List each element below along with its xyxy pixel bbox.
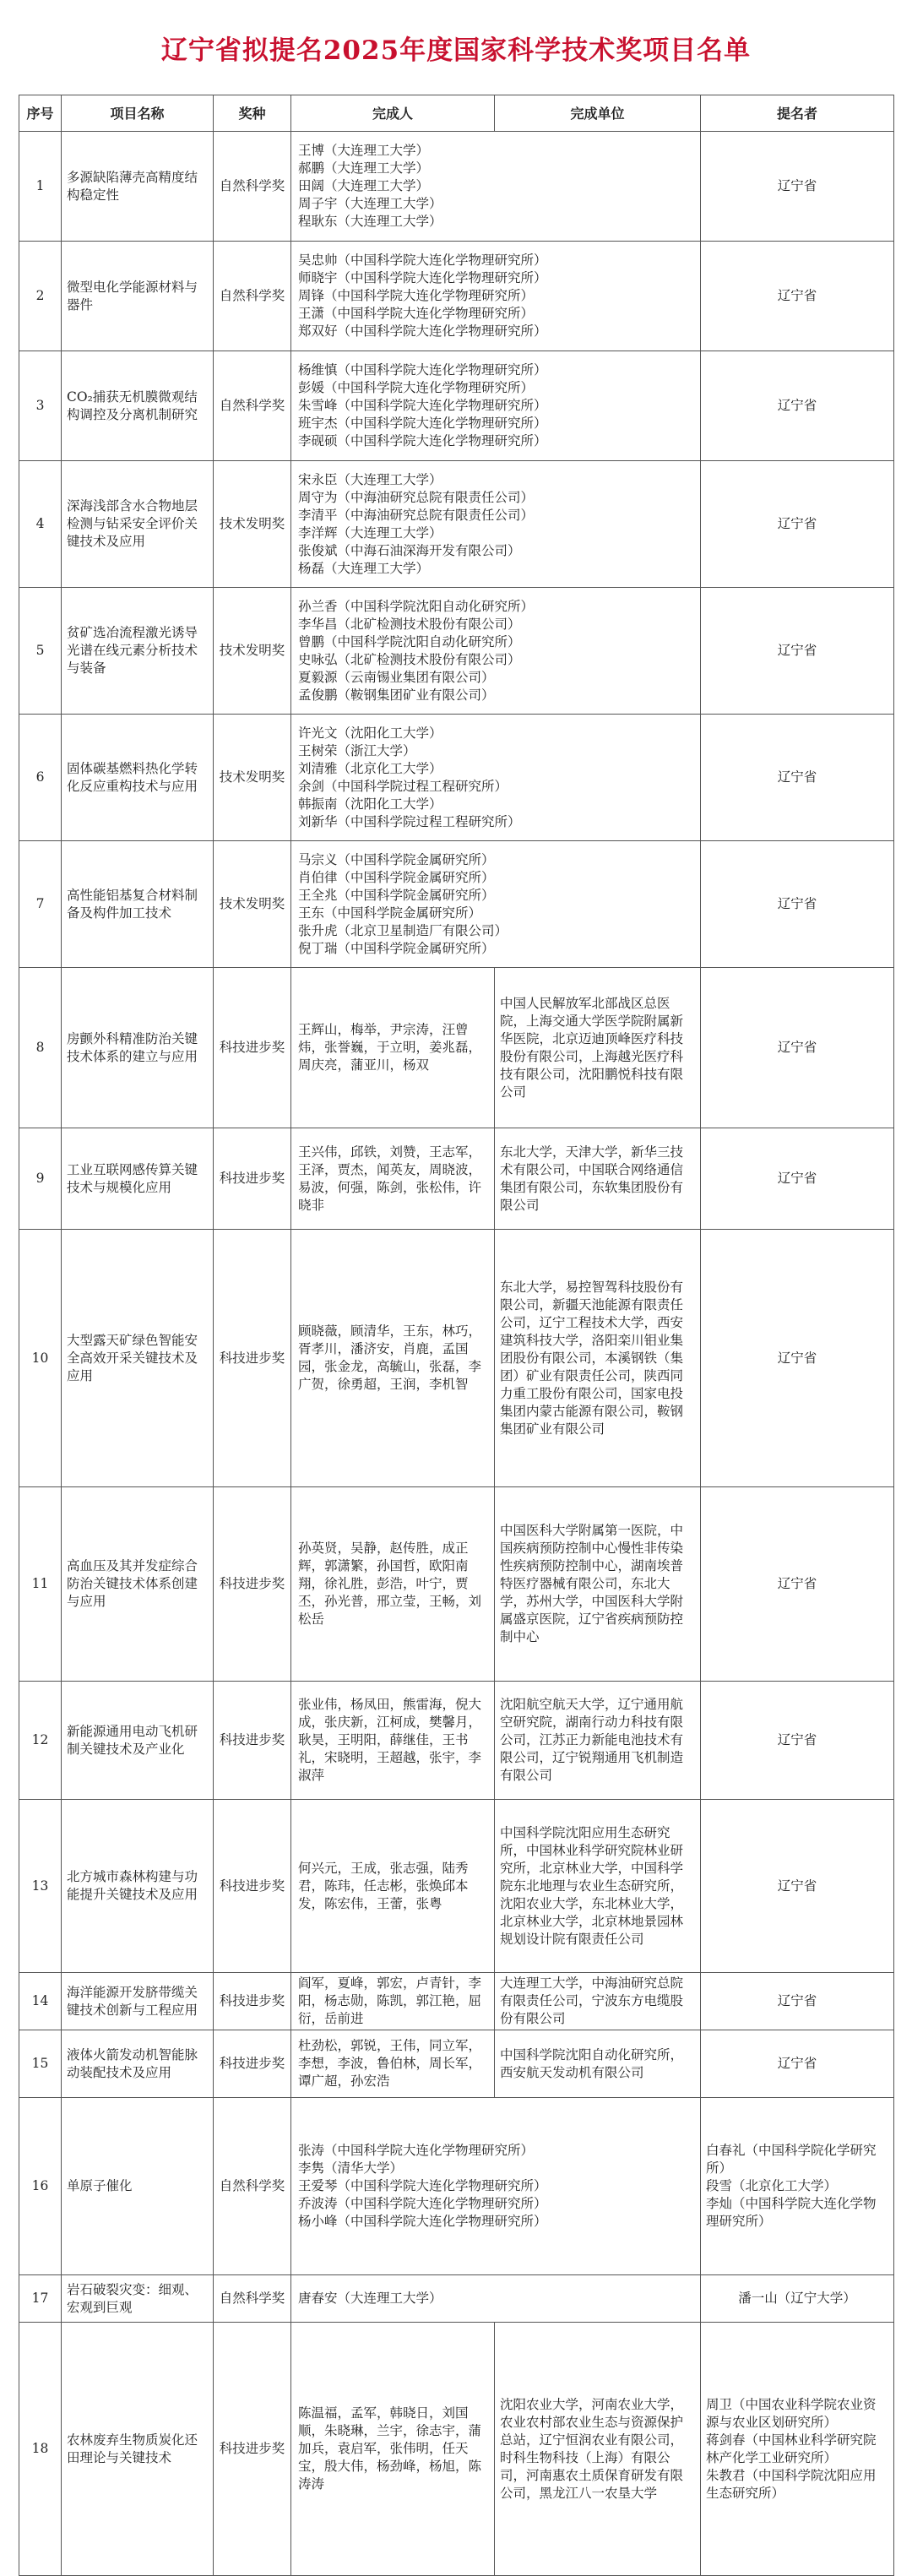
cell-award: 科技进步奖 bbox=[214, 1800, 291, 1973]
cell-no: 14 bbox=[19, 1973, 62, 2030]
nominator-entry: 辽宁省 bbox=[777, 1878, 817, 1894]
person-entry: 李隽（清华大学） bbox=[298, 2160, 404, 2176]
table-row bbox=[19, 242, 894, 351]
cell-people bbox=[291, 1128, 495, 1230]
nominator-entry: 潘一山（辽宁大学） bbox=[738, 2291, 856, 2306]
cell-people bbox=[291, 132, 701, 242]
cell-project-name: 液体火箭发动机智能脉动装配技术及应用 bbox=[62, 2030, 214, 2098]
person-entry: 史咏弘（北矿检测技术股份有限公司） bbox=[298, 651, 521, 667]
cell-nominator bbox=[701, 588, 894, 715]
table-row bbox=[19, 968, 894, 1128]
person-entry: 李洋辉（大连理工大学） bbox=[298, 524, 442, 541]
table-row bbox=[19, 351, 894, 461]
cell-people bbox=[291, 1800, 495, 1973]
cell-units: 中国医科大学附属第一医院，中国疾病预防控制中心慢性非传染性疾病预防控制中心，湖南埃普特医疗器械有限公司，东北大学，苏州大学，中国医科大学附属盛京医院，辽宁省疾病预防控制中心 bbox=[495, 1487, 701, 1682]
nominator-entry: 辽宁省 bbox=[777, 288, 817, 303]
person-entry: 刘清雅（北京化工大学） bbox=[298, 760, 442, 776]
person-entry: 王博（大连理工大学） bbox=[298, 143, 430, 158]
table-row bbox=[19, 588, 894, 715]
person-entry: 王辉山，梅举，尹宗涛，汪曾炜，张誉巍，于立明，姜兆磊，周庆亮，蒲亚川，杨双 bbox=[298, 1022, 482, 1073]
nominator-entry: 辽宁省 bbox=[777, 896, 817, 911]
nominator-entry: 辽宁省 bbox=[777, 1576, 817, 1591]
cell-no: 8 bbox=[19, 968, 62, 1128]
cell-project-name: 工业互联网感传算关键技术与规模化应用 bbox=[62, 1128, 214, 1230]
table-row bbox=[19, 2323, 894, 2576]
cell-project-name: 微型电化学能源材料与器件 bbox=[62, 242, 214, 351]
person-entry: 曾鹏（中国科学院沈阳自动化研究所） bbox=[298, 633, 521, 649]
cell-people bbox=[291, 461, 701, 588]
cell-people bbox=[291, 588, 701, 715]
cell-people bbox=[291, 2098, 701, 2275]
person-entry: 杨磊（大连理工大学） bbox=[298, 560, 430, 576]
table-row bbox=[19, 1800, 894, 1973]
cell-units: 东北大学，易控智驾科技股份有限公司，新疆天池能源有限责任公司，辽宁工程技术大学，西安建筑科技大学，洛阳栾川钼业集团股份有限公司，本溪钢铁（集团）矿业有限责任公司，陕西同力重工股份有限公司，国家电投集团内蒙古能源有限公司，鞍钢集团矿业有限公司 bbox=[495, 1230, 701, 1487]
cell-nominator bbox=[701, 841, 894, 968]
cell-people bbox=[291, 968, 495, 1128]
nominator-entry: 李灿（中国科学院大连化学物理研究所） bbox=[706, 2196, 877, 2229]
nomination-table bbox=[19, 95, 894, 2576]
person-entry: 张业伟，杨凤田，熊雷海，倪大成，张庆新，江柯成，樊馨月，耿昊，王明阳，薛继佳，王书礼，宋晓明，王超越，张宇，李淑萍 bbox=[298, 1697, 482, 1783]
person-entry: 夏毅源（云南锡业集团有限公司） bbox=[298, 669, 495, 685]
person-entry: 刘新华（中国科学院过程工程研究所） bbox=[298, 813, 521, 829]
person-entry: 周锋（中国科学院大连化学物理研究所） bbox=[298, 288, 535, 303]
person-entry: 王树荣（浙江大学） bbox=[298, 742, 416, 758]
person-entry: 孟俊鹏（鞍钢集团矿业有限公司） bbox=[298, 687, 495, 703]
cell-people bbox=[291, 2275, 701, 2323]
cell-nominator bbox=[701, 1973, 894, 2030]
nominator-entry: 辽宁省 bbox=[777, 643, 817, 658]
header-no: 序号 bbox=[19, 95, 62, 132]
cell-no: 15 bbox=[19, 2030, 62, 2098]
table-row bbox=[19, 715, 894, 841]
nominator-entry: 辽宁省 bbox=[777, 1040, 817, 1055]
person-entry: 孙兰香（中国科学院沈阳自动化研究所） bbox=[298, 598, 535, 614]
cell-award: 科技进步奖 bbox=[214, 1682, 291, 1800]
person-entry: 杜劲松，郭锐，王伟，同立军，李想，李波，鲁伯林，周长军，谭广超，孙宏浩 bbox=[298, 2038, 482, 2089]
person-entry: 孙英贤，吴静，赵传胜，成正辉，郭潇繁，孙国哲，欧阳南翔，徐礼胜，彭浩，叶宁，贾丕，孙光普，邢立莹，王畅，刘松岳 bbox=[298, 1541, 482, 1627]
person-entry: 肖伯律（中国科学院金属研究所） bbox=[298, 869, 495, 885]
cell-award: 自然科学奖 bbox=[214, 351, 291, 461]
cell-award: 自然科学奖 bbox=[214, 2275, 291, 2323]
person-entry: 唐春安（大连理工大学） bbox=[298, 2291, 442, 2306]
nominator-entry: 辽宁省 bbox=[777, 516, 817, 531]
cell-nominator bbox=[701, 1487, 894, 1682]
cell-no: 11 bbox=[19, 1487, 62, 1682]
person-entry: 吴忠帅（中国科学院大连化学物理研究所） bbox=[298, 253, 547, 268]
cell-award: 科技进步奖 bbox=[214, 968, 291, 1128]
cell-project-name: 岩石破裂灾变：细观、宏观到巨观 bbox=[62, 2275, 214, 2323]
person-entry: 宋永臣（大连理工大学） bbox=[298, 471, 442, 487]
cell-people bbox=[291, 1973, 495, 2030]
table-row bbox=[19, 1128, 894, 1230]
cell-award: 自然科学奖 bbox=[214, 2098, 291, 2275]
nominator-entry: 辽宁省 bbox=[777, 1993, 817, 2008]
nominator-entry: 白春礼（中国科学院化学研究所） bbox=[706, 2143, 877, 2176]
person-entry: 王东（中国科学院金属研究所） bbox=[298, 905, 482, 921]
cell-nominator bbox=[701, 2323, 894, 2576]
cell-award: 科技进步奖 bbox=[214, 2030, 291, 2098]
person-entry: 李华昌（北矿检测技术股份有限公司） bbox=[298, 616, 521, 632]
person-entry: 马宗义（中国科学院金属研究所） bbox=[298, 851, 495, 867]
cell-award: 技术发明奖 bbox=[214, 461, 291, 588]
table-row bbox=[19, 841, 894, 968]
table-row bbox=[19, 1230, 894, 1487]
cell-award: 科技进步奖 bbox=[214, 1973, 291, 2030]
cell-project-name: 高血压及其并发症综合防治关键技术体系创建与应用 bbox=[62, 1487, 214, 1682]
cell-nominator bbox=[701, 2275, 894, 2323]
person-entry: 王爱琴（中国科学院大连化学物理研究所） bbox=[298, 2178, 547, 2193]
cell-project-name: 高性能铝基复合材料制备及构件加工技术 bbox=[62, 841, 214, 968]
cell-no: 2 bbox=[19, 242, 62, 351]
page-title: 辽宁省拟提名2025年度国家科学技术奖项目名单 bbox=[160, 35, 752, 66]
person-entry: 彭媛（中国科学院大连化学物理研究所） bbox=[298, 380, 535, 395]
nominator-entry: 蒋剑春（中国林业科学研究院林产化学工业研究所） bbox=[706, 2432, 877, 2465]
nominator-entry: 辽宁省 bbox=[777, 1732, 817, 1747]
header-people: 完成人 bbox=[291, 95, 495, 132]
table-row bbox=[19, 1682, 894, 1800]
person-entry: 陈温福，孟军，韩晓日，刘国顺，朱晓琳，兰宇，徐志宇，蒲加兵，袁启军，张伟明，任天宝，殷大伟，杨劲峰，杨旭，陈涛涛 bbox=[298, 2405, 482, 2492]
person-entry: 何兴元，王成，张志强，陆秀君，陈玮，任志彬，张焕邱本发，陈宏伟，王蕾，张粤 bbox=[298, 1860, 469, 1911]
person-entry: 师晓宇（中国科学院大连化学物理研究所） bbox=[298, 270, 547, 285]
person-entry: 张涛（中国科学院大连化学物理研究所） bbox=[298, 2143, 535, 2158]
cell-people bbox=[291, 242, 701, 351]
nominator-entry: 辽宁省 bbox=[777, 769, 817, 785]
cell-nominator bbox=[701, 2098, 894, 2275]
cell-no: 18 bbox=[19, 2323, 62, 2576]
cell-nominator bbox=[701, 968, 894, 1128]
cell-no: 5 bbox=[19, 588, 62, 715]
header-nominator: 提名者 bbox=[701, 95, 894, 132]
table-row bbox=[19, 2098, 894, 2275]
person-entry: 许光文（沈阳化工大学） bbox=[298, 725, 442, 741]
person-entry: 李砚硕（中国科学院大连化学物理研究所） bbox=[298, 433, 547, 448]
cell-people bbox=[291, 2323, 495, 2576]
nominator-entry: 辽宁省 bbox=[777, 1350, 817, 1366]
cell-units: 中国科学院沈阳自动化研究所，西安航天发动机有限公司 bbox=[495, 2030, 701, 2098]
cell-no: 17 bbox=[19, 2275, 62, 2323]
cell-project-name: 农林废弃生物质炭化还田理论与关键技术 bbox=[62, 2323, 214, 2576]
table-row bbox=[19, 1973, 894, 2030]
cell-award: 自然科学奖 bbox=[214, 132, 291, 242]
nominator-entry: 朱教君（中国科学院沈阳应用生态研究所） bbox=[706, 2467, 877, 2501]
cell-no: 7 bbox=[19, 841, 62, 968]
cell-award: 技术发明奖 bbox=[214, 715, 291, 841]
person-entry: 周子宇（大连理工大学） bbox=[298, 196, 442, 211]
cell-nominator bbox=[701, 1230, 894, 1487]
nominator-entry: 辽宁省 bbox=[777, 2056, 817, 2071]
person-entry: 张俊斌（中海石油深海开发有限公司） bbox=[298, 542, 521, 558]
cell-project-name: 多源缺陷薄壳高精度结构稳定性 bbox=[62, 132, 214, 242]
person-entry: 郑双好（中国科学院大连化学物理研究所） bbox=[298, 323, 547, 339]
person-entry: 杨小峰（中国科学院大连化学物理研究所） bbox=[298, 2214, 547, 2229]
cell-people bbox=[291, 715, 701, 841]
cell-project-name: 贫矿选冶流程激光诱导光谱在线元素分析技术与装备 bbox=[62, 588, 214, 715]
cell-units: 大连理工大学，中海油研究总院有限责任公司，宁波东方电缆股份有限公司 bbox=[495, 1973, 701, 2030]
person-entry: 阎军，夏峰，郭宏，卢青针，李阳，杨志勋，陈凯，郭江艳，屈衍，岳前进 bbox=[298, 1975, 482, 2026]
person-entry: 王兴伟，邱铁，刘赞，王志军，王泽，贾杰，闻英友，周晓波，易波，何强，陈剑，张松伟，许晓非 bbox=[298, 1144, 482, 1213]
cell-nominator bbox=[701, 461, 894, 588]
nominator-entry: 辽宁省 bbox=[777, 1171, 817, 1186]
cell-nominator bbox=[701, 1800, 894, 1973]
table-row bbox=[19, 132, 894, 242]
cell-project-name: CO₂捕获无机膜微观结构调控及分离机制研究 bbox=[62, 351, 214, 461]
cell-people bbox=[291, 841, 701, 968]
table-row bbox=[19, 1487, 894, 1682]
cell-people bbox=[291, 1230, 495, 1487]
cell-award: 技术发明奖 bbox=[214, 841, 291, 968]
table-body bbox=[19, 132, 894, 2576]
cell-units: 中国科学院沈阳应用生态研究所，中国林业科学研究院林业研究所，北京林业大学，中国科学院东北地理与农业生态研究所，沈阳农业大学，东北林业大学，北京林业大学，北京林地景园林规划设计院有限责任公司 bbox=[495, 1800, 701, 1973]
nominator-entry: 辽宁省 bbox=[777, 178, 817, 193]
header-units: 完成单位 bbox=[495, 95, 701, 132]
cell-project-name: 海洋能源开发脐带缆关键技术创新与工程应用 bbox=[62, 1973, 214, 2030]
cell-no: 13 bbox=[19, 1800, 62, 1973]
person-entry: 张升虎（北京卫星制造厂有限公司） bbox=[298, 922, 508, 938]
person-entry: 程耿东（大连理工大学） bbox=[298, 214, 442, 229]
cell-project-name: 北方城市森林构建与功能提升关键技术及应用 bbox=[62, 1800, 214, 1973]
cell-award: 科技进步奖 bbox=[214, 1230, 291, 1487]
person-entry: 周守为（中海油研究总院有限责任公司） bbox=[298, 489, 535, 505]
cell-project-name: 单原子催化 bbox=[62, 2098, 214, 2275]
cell-project-name: 大型露天矿绿色智能安全高效开采关键技术及应用 bbox=[62, 1230, 214, 1487]
person-entry: 郝鹏（大连理工大学） bbox=[298, 160, 430, 176]
cell-units: 中国人民解放军北部战区总医院，上海交通大学医学院附属新华医院，北京迈迪顶峰医疗科技股份有限公司，上海越光医疗科技有限公司，沈阳鹏悦科技有限公司 bbox=[495, 968, 701, 1128]
header-project: 项目名称 bbox=[62, 95, 214, 132]
cell-people bbox=[291, 2030, 495, 2098]
cell-no: 3 bbox=[19, 351, 62, 461]
nominator-entry: 段雪（北京化工大学） bbox=[706, 2178, 838, 2193]
cell-project-name: 固体碳基燃料热化学转化反应重构技术与应用 bbox=[62, 715, 214, 841]
person-entry: 顾晓薇，顾清华，王东，林巧，胥孝川，潘济安，肖鹿，孟国园，张金龙，高毓山，张磊，李广贺，徐勇超，王润，李机智 bbox=[298, 1323, 482, 1392]
cell-nominator bbox=[701, 242, 894, 351]
cell-project-name: 新能源通用电动飞机研制关键技术及产业化 bbox=[62, 1682, 214, 1800]
cell-no: 9 bbox=[19, 1128, 62, 1230]
cell-nominator bbox=[701, 1682, 894, 1800]
person-entry: 杨维慎（中国科学院大连化学物理研究所） bbox=[298, 362, 547, 378]
cell-people bbox=[291, 1487, 495, 1682]
cell-no: 6 bbox=[19, 715, 62, 841]
person-entry: 李清平（中海油研究总院有限责任公司） bbox=[298, 507, 535, 523]
nominator-entry: 周卫（中国农业科学院农业资源与农业区划研究所） bbox=[706, 2396, 877, 2430]
cell-units: 东北大学，天津大学，新华三技术有限公司，中国联合网络通信集团有限公司，东软集团股份有限公司 bbox=[495, 1128, 701, 1230]
person-entry: 余剑（中国科学院过程工程研究所） bbox=[298, 778, 508, 794]
cell-award: 技术发明奖 bbox=[214, 588, 291, 715]
person-entry: 王潇（中国科学院大连化学物理研究所） bbox=[298, 306, 535, 321]
cell-award: 科技进步奖 bbox=[214, 1487, 291, 1682]
cell-award: 科技进步奖 bbox=[214, 1128, 291, 1230]
cell-no: 12 bbox=[19, 1682, 62, 1800]
cell-no: 10 bbox=[19, 1230, 62, 1487]
cell-no: 4 bbox=[19, 461, 62, 588]
nominator-entry: 辽宁省 bbox=[777, 398, 817, 413]
cell-people bbox=[291, 351, 701, 461]
cell-units: 沈阳农业大学，河南农业大学，农业农村部农业生态与资源保护总站，辽宁恒润农业有限公司，时科生物科技（上海）有限公司，河南惠农土质保育研发有限公司，黑龙江八一农垦大学 bbox=[495, 2323, 701, 2576]
cell-no: 16 bbox=[19, 2098, 62, 2275]
table-row bbox=[19, 2275, 894, 2323]
person-entry: 朱雪峰（中国科学院大连化学物理研究所） bbox=[298, 398, 547, 413]
table-header-row bbox=[19, 95, 894, 132]
cell-units: 沈阳航空航天大学，辽宁通用航空研究院，湖南行动力科技有限公司，江苏正力新能电池技术有限公司，辽宁锐翔通用飞机制造有限公司 bbox=[495, 1682, 701, 1800]
cell-nominator bbox=[701, 351, 894, 461]
cell-project-name: 深海浅部含水合物地层检测与钻采安全评价关键技术及应用 bbox=[62, 461, 214, 588]
person-entry: 班宇杰（中国科学院大连化学物理研究所） bbox=[298, 416, 547, 431]
table-row bbox=[19, 461, 894, 588]
cell-nominator bbox=[701, 715, 894, 841]
cell-award: 科技进步奖 bbox=[214, 2323, 291, 2576]
person-entry: 倪丁瑞（中国科学院金属研究所） bbox=[298, 940, 495, 956]
cell-project-name: 房颤外科精准防治关键技术体系的建立与应用 bbox=[62, 968, 214, 1128]
header-award: 奖种 bbox=[214, 95, 291, 132]
person-entry: 韩振南（沈阳化工大学） bbox=[298, 796, 442, 812]
cell-nominator bbox=[701, 132, 894, 242]
person-entry: 王全兆（中国科学院金属研究所） bbox=[298, 887, 495, 903]
cell-nominator bbox=[701, 1128, 894, 1230]
cell-people bbox=[291, 1682, 495, 1800]
person-entry: 乔波涛（中国科学院大连化学物理研究所） bbox=[298, 2196, 547, 2211]
cell-no: 1 bbox=[19, 132, 62, 242]
cell-award: 自然科学奖 bbox=[214, 242, 291, 351]
table-row bbox=[19, 2030, 894, 2098]
person-entry: 田阔（大连理工大学） bbox=[298, 178, 430, 193]
cell-nominator bbox=[701, 2030, 894, 2098]
